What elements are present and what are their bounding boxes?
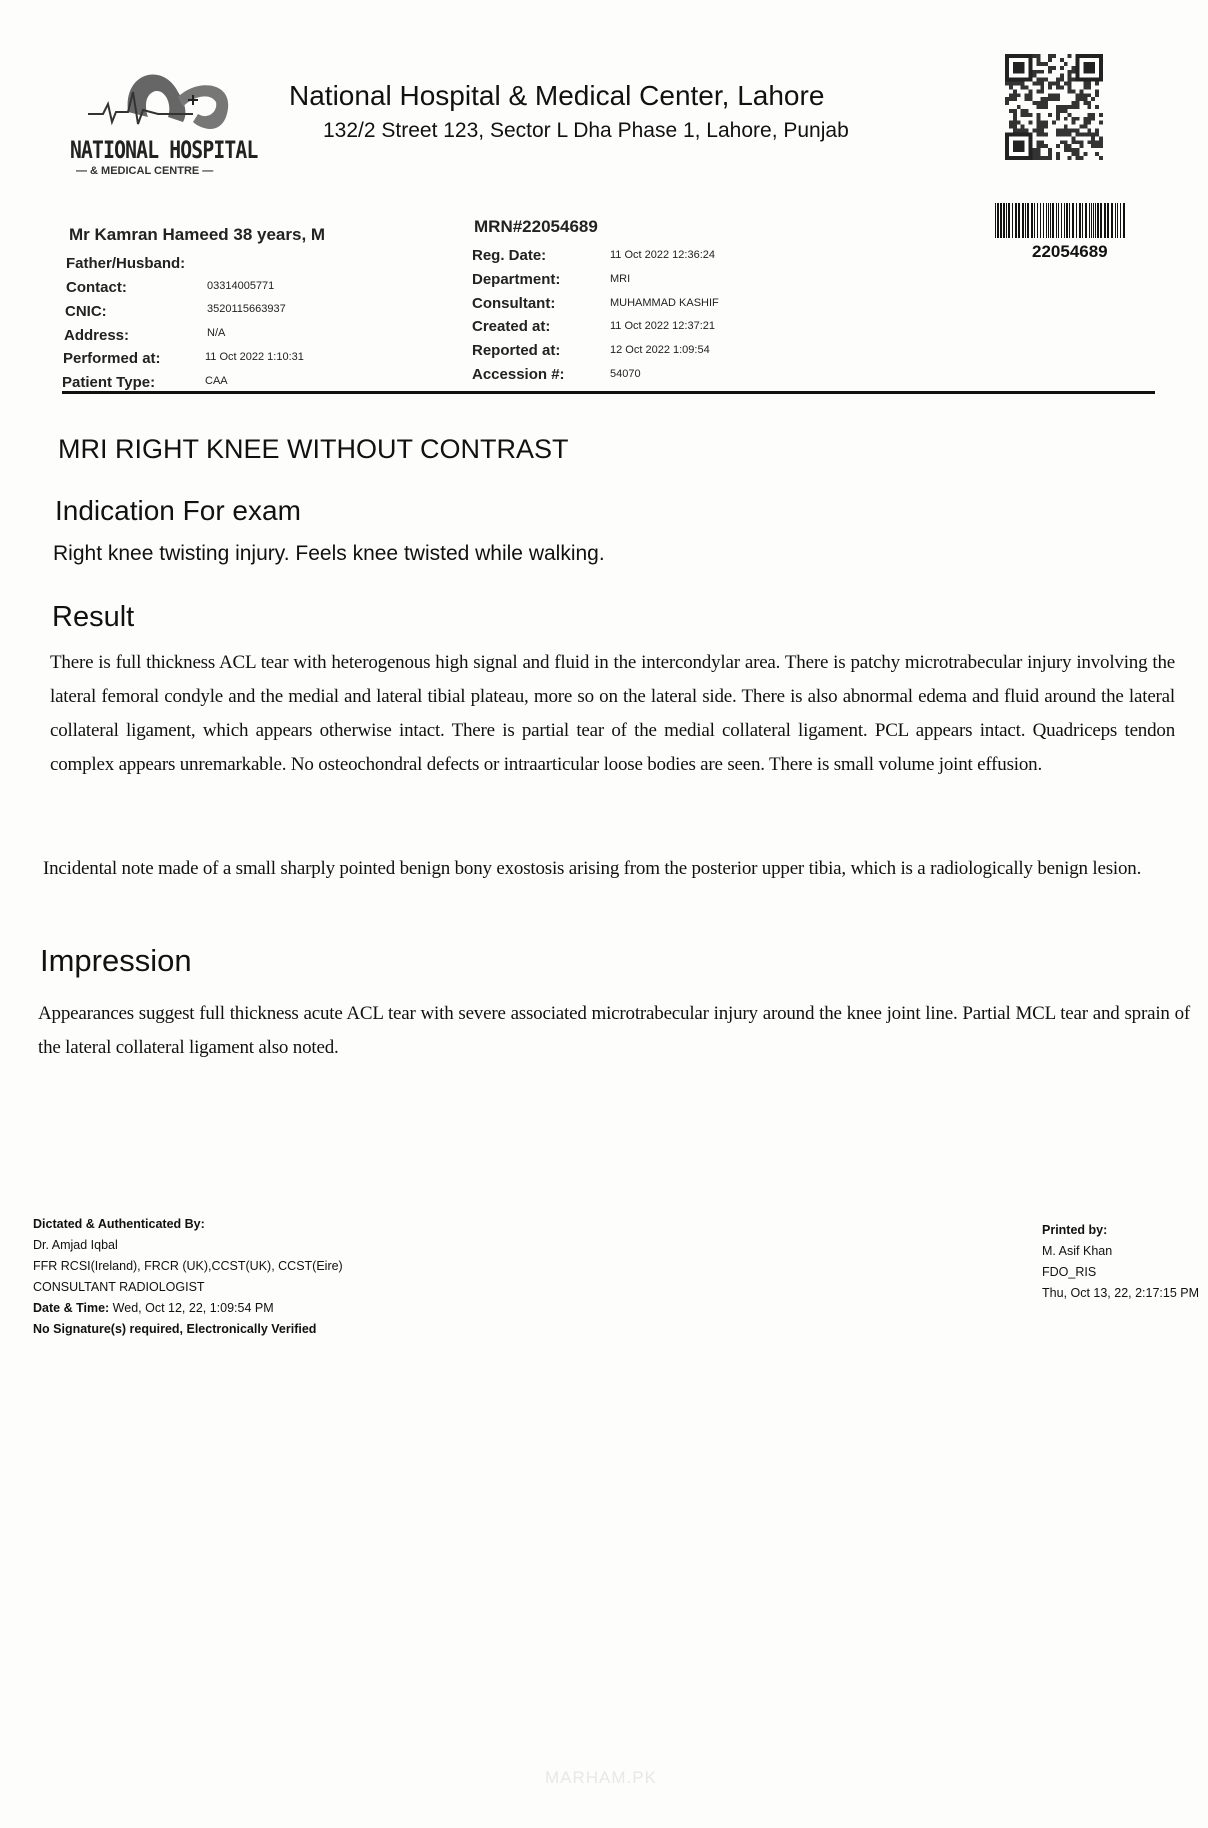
authentication-block [33,1214,343,1340]
patient-type-value: CAA [205,375,228,387]
performed-label: Performed at: [63,350,161,367]
barcode [995,203,1127,238]
doctor-designation: CONSULTANT RADIOLOGIST [33,1280,205,1294]
accession-value: 54070 [610,368,641,380]
barcode-number: 22054689 [1032,242,1108,261]
doctor-name: Dr. Amjad Iqbal [33,1238,118,1252]
patient-type-label: Patient Type: [62,374,156,391]
logo-text: NATIONAL HOSPITAL [70,136,258,164]
contact-label: Contact: [66,279,127,296]
reported-label: Reported at: [472,342,561,359]
watermark: MARHAM.PK [545,1768,657,1787]
cnic-label: CNIC: [65,303,107,320]
reg-date-label: Reg. Date: [472,247,547,264]
cnic-value: 3520115663937 [207,303,286,315]
result-text: There is full thickness ACL tear with heterogenous high signal and fluid in the intercondylar area. There is patchy microtrabecular injury involving the lateral femoral condyle and the medial and lateral tibial plateau, more so on the lateral side. There is also abnormal edema and fluid around the lateral collateral ligament, which appears otherwise intact. There is partial tear of the medial collateral ligament. PCL appears intact. Quadriceps tendon complex appears unremarkable. No osteochondral defects or intraarticular loose bodies are seen. There is small volume joint effusion. [50,652,1175,775]
hospital-address: 132/2 Street 123, Sector L Dha Phase 1, Lahore, Punjab [323,119,849,142]
printed-datetime: Thu, Oct 13, 22, 2:17:15 PM [1042,1286,1200,1300]
printed-label: Printed by: [1042,1223,1108,1237]
incidental-text: Incidental note made of a small sharply pointed benign bony exostosis arising from the posterior upper tibia, which is a radiologically benign lesion. [43,858,1142,879]
address-value: N/A [207,327,226,339]
qr-code [1005,53,1103,161]
logo-subtext: — & MEDICAL CENTRE — [76,165,214,177]
impression-text: Appearances suggest full thickness acute ACL tear with severe associated microtrabecular injury around the knee joint line. Partial MCL tear and sprain of the lateral collateral ligament also noted. [38,1003,1190,1058]
consultant-label: Consultant: [472,295,556,312]
divider [62,391,1155,394]
datetime-value: Wed, Oct 12, 22, 1:09:54 PM [112,1301,274,1315]
printed-name: M. Asif Khan [1042,1244,1113,1258]
datetime-label: Date & Time: [33,1301,110,1315]
created-label: Created at: [472,318,551,335]
performed-value: 11 Oct 2022 1:10:31 [205,351,304,363]
doctor-qualifications: FFR RCSI(Ireland), FRCR (UK),CCST(UK), CCST(Eire) [33,1259,343,1273]
indication-heading: Indication For exam [55,495,301,526]
printed-by-block [1042,1220,1199,1304]
hospital-logo [68,62,268,182]
address-label: Address: [64,327,130,344]
dictated-label: Dictated & Authenticated By: [33,1217,205,1231]
reg-date-value: 11 Oct 2022 12:36:24 [610,249,715,261]
hospital-name: National Hospital & Medical Center, Lahore [289,80,825,111]
reported-value: 12 Oct 2022 1:09:54 [610,344,710,356]
mrn: MRN#22054689 [474,217,598,236]
contact-value: 03314005771 [207,280,275,292]
department-label: Department: [472,271,561,288]
department-value: MRI [610,273,631,285]
father-label: Father/Husband: [66,255,186,272]
patient-name-line: Mr Kamran Hameed 38 years, M [69,225,326,244]
exam-title: MRI RIGHT KNEE WITHOUT CONTRAST [58,434,569,464]
result-heading: Result [52,601,135,633]
consultant-value: MUHAMMAD KASHIF [610,297,719,309]
indication-text: Right knee twisting injury. Feels knee twisted while walking. [53,542,605,565]
verification-text: No Signature(s) required, Electronically Verified [33,1322,317,1336]
accession-label: Accession #: [472,366,565,383]
printed-role: FDO_RIS [1042,1265,1097,1279]
impression-heading: Impression [40,943,192,978]
created-value: 11 Oct 2022 12:37:21 [610,320,715,332]
